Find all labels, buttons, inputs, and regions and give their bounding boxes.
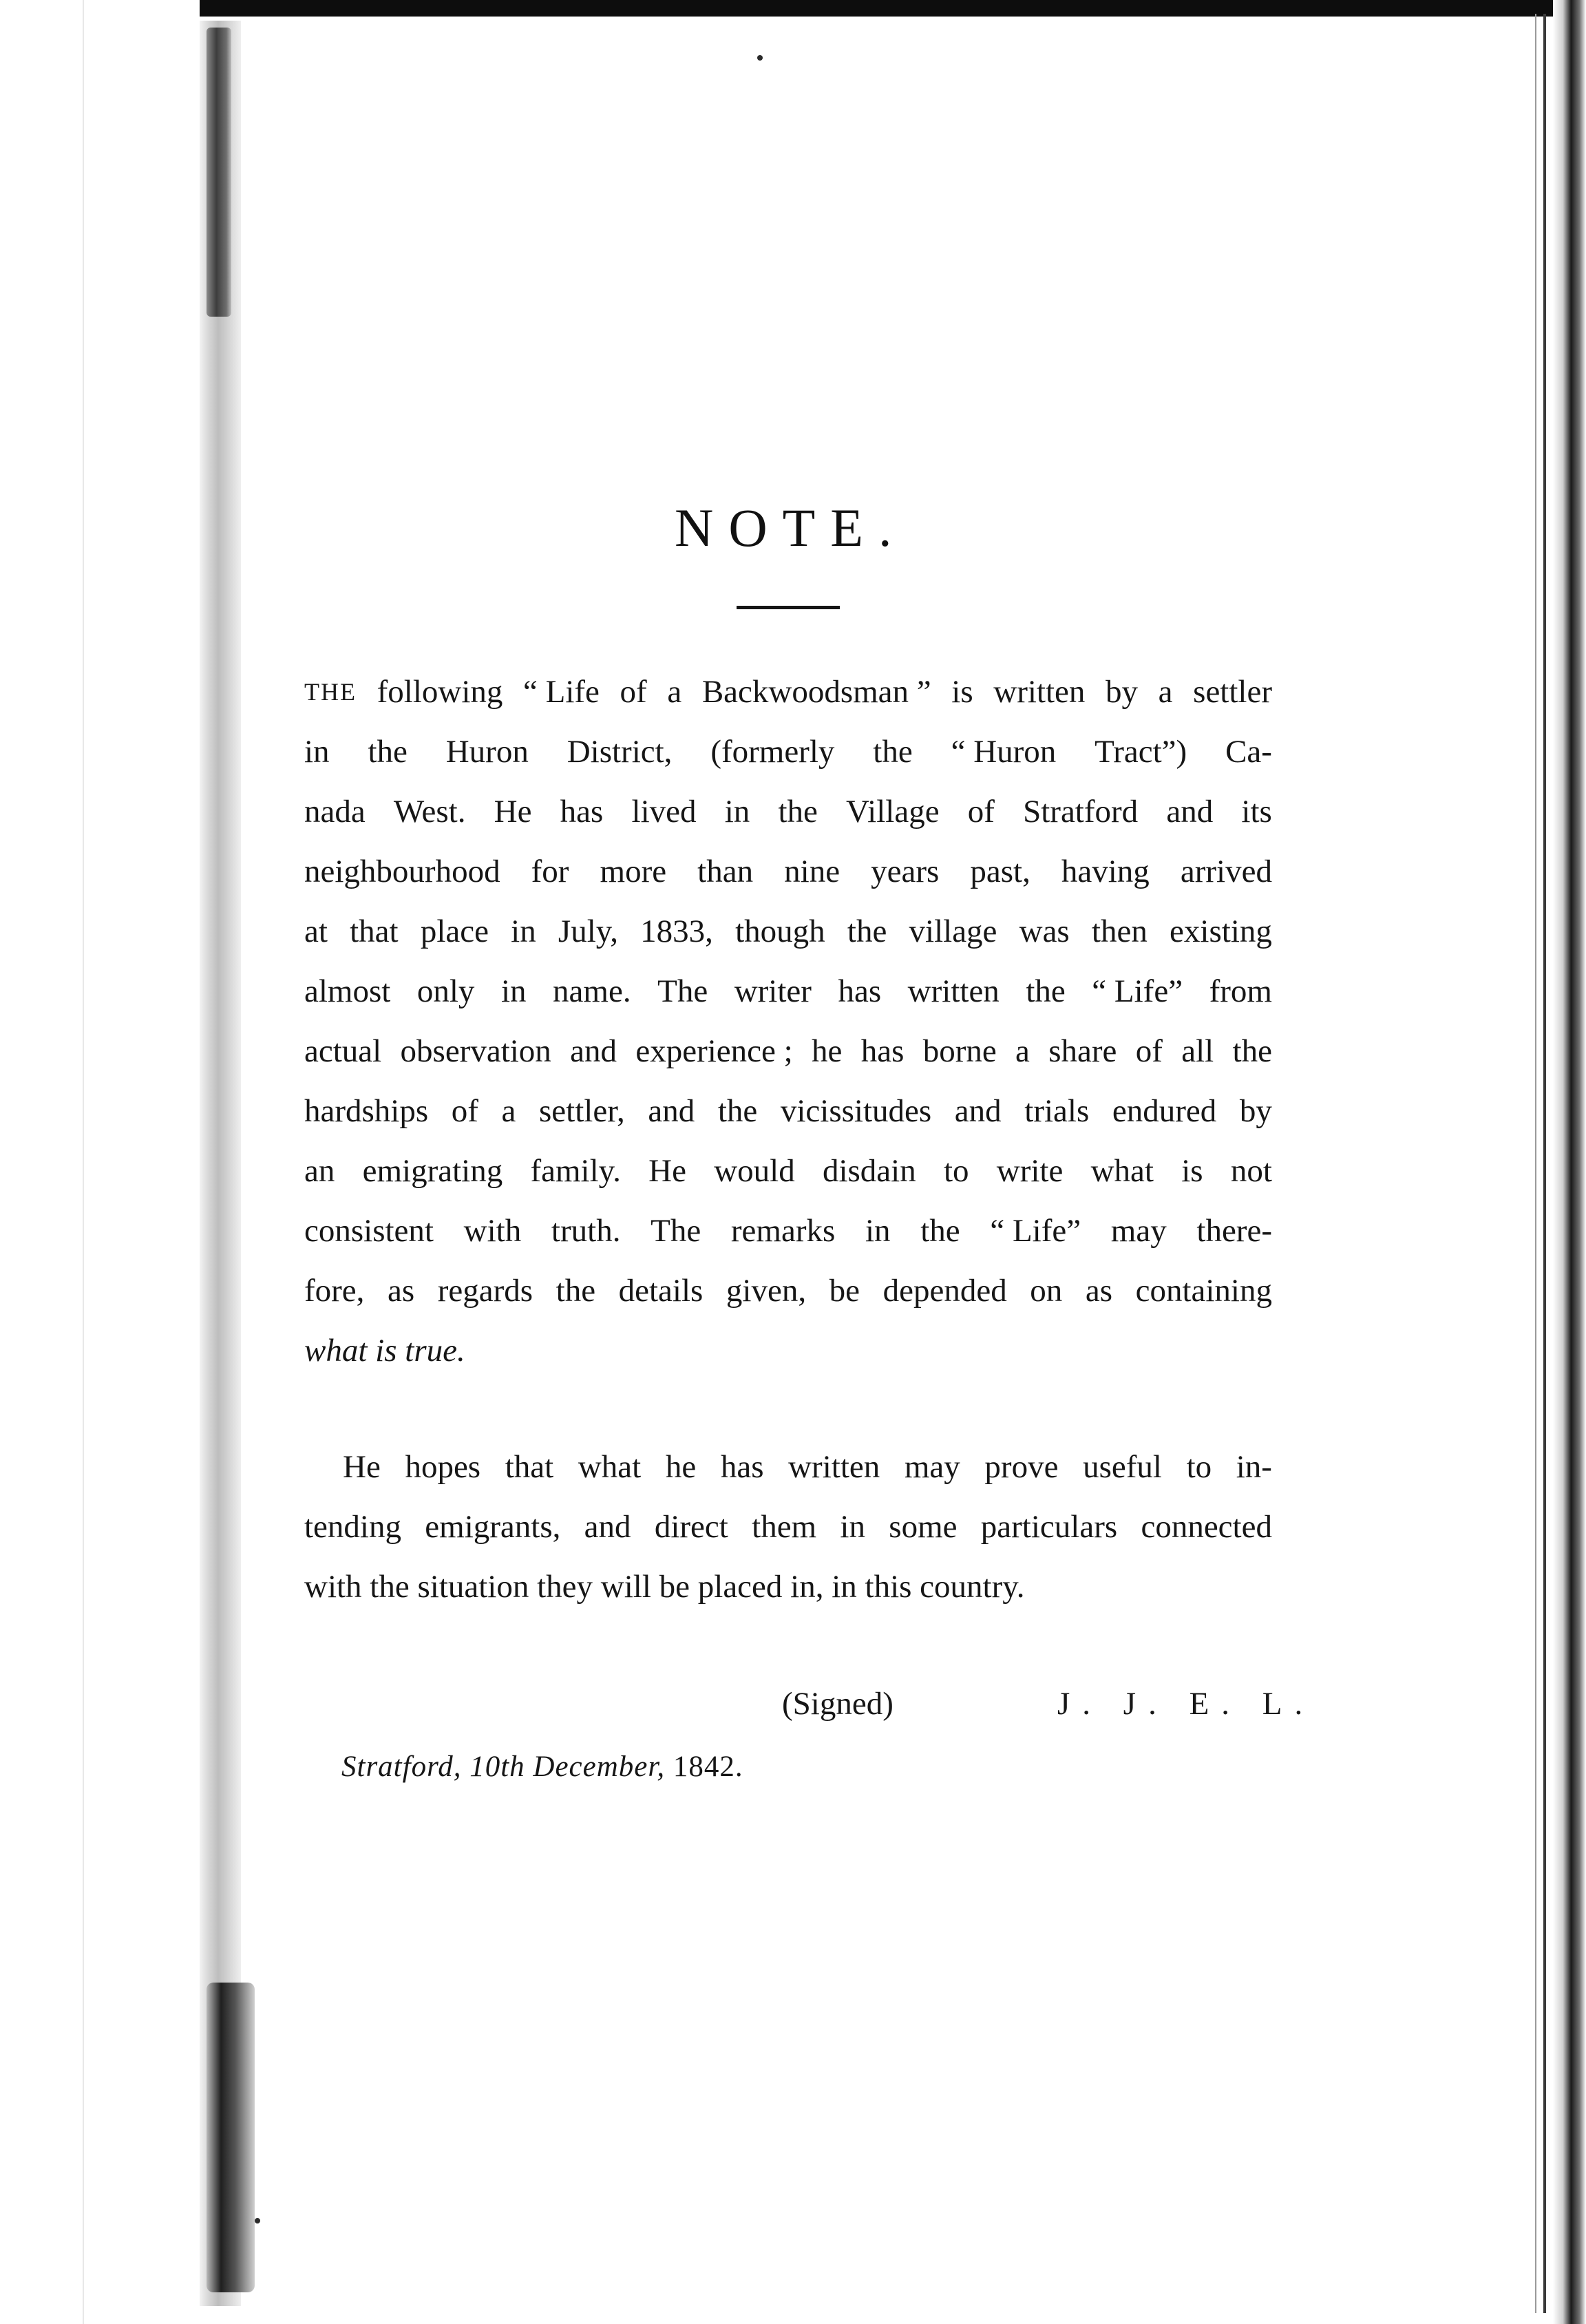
word: The bbox=[651, 1213, 701, 1249]
word: regards bbox=[437, 1273, 533, 1309]
word: share bbox=[1048, 1033, 1117, 1069]
word: in bbox=[840, 1509, 865, 1545]
word: of bbox=[967, 794, 995, 830]
word: written bbox=[788, 1449, 880, 1485]
word: past, bbox=[970, 854, 1030, 889]
word: neighbourhood bbox=[304, 854, 500, 889]
word: them bbox=[752, 1509, 817, 1545]
word: some bbox=[889, 1509, 958, 1545]
place-and-date bbox=[341, 1750, 743, 1784]
word: almost bbox=[304, 973, 391, 1009]
date-month: December, bbox=[533, 1751, 666, 1783]
word: as bbox=[1085, 1273, 1113, 1309]
word: of bbox=[1135, 1033, 1163, 1069]
word: has bbox=[860, 1033, 905, 1069]
word: has bbox=[560, 794, 604, 830]
word: disdain bbox=[822, 1153, 916, 1189]
binding-mark-bottom bbox=[207, 1983, 255, 2292]
word: connected bbox=[1141, 1509, 1272, 1545]
word: the bbox=[556, 1273, 596, 1309]
paragraph-2 bbox=[304, 1437, 1272, 1617]
word: write bbox=[996, 1153, 1064, 1189]
text-line bbox=[304, 722, 1272, 782]
word: years bbox=[871, 854, 940, 889]
word: that bbox=[350, 913, 399, 949]
word: the bbox=[1232, 1033, 1272, 1069]
word: He bbox=[494, 794, 532, 830]
word: at bbox=[304, 913, 328, 949]
word: hardships bbox=[304, 1093, 429, 1129]
word: “ Huron bbox=[951, 734, 1057, 770]
word: He bbox=[343, 1449, 381, 1485]
text-line bbox=[304, 1497, 1272, 1557]
word: Stratford bbox=[1023, 794, 1139, 830]
word: He bbox=[648, 1153, 686, 1189]
word: a bbox=[1158, 674, 1173, 710]
word: and bbox=[954, 1093, 1002, 1129]
word: to bbox=[1186, 1449, 1212, 1485]
word: name. bbox=[553, 973, 631, 1009]
word: “ Life” bbox=[990, 1213, 1081, 1249]
word: by bbox=[1239, 1093, 1272, 1129]
speck bbox=[757, 55, 763, 61]
word: was bbox=[1019, 913, 1070, 949]
text-line bbox=[304, 1437, 1272, 1497]
word: following bbox=[377, 674, 503, 710]
word: Backwoodsman ” bbox=[701, 674, 931, 710]
word: of bbox=[451, 1093, 478, 1129]
word: depended bbox=[882, 1273, 1007, 1309]
word: in- bbox=[1236, 1449, 1272, 1485]
word: writer bbox=[734, 973, 812, 1009]
text-line bbox=[304, 962, 1272, 1022]
word: nine bbox=[784, 854, 840, 889]
word: on bbox=[1030, 1273, 1063, 1309]
word: its bbox=[1241, 794, 1272, 830]
word: that bbox=[505, 1449, 554, 1485]
word: The bbox=[657, 973, 708, 1009]
word: 1833, bbox=[640, 913, 713, 949]
word: is bbox=[1181, 1153, 1203, 1189]
word: emigrants, bbox=[425, 1509, 561, 1545]
word: Tract”) bbox=[1095, 734, 1187, 770]
word: details bbox=[618, 1273, 704, 1309]
word: and bbox=[570, 1033, 617, 1069]
word: and bbox=[648, 1093, 695, 1129]
word: lived bbox=[631, 794, 697, 830]
word: useful bbox=[1083, 1449, 1162, 1485]
text-line bbox=[304, 1261, 1272, 1321]
word: has bbox=[720, 1449, 764, 1485]
text-line-final bbox=[304, 1557, 1272, 1617]
word: place bbox=[420, 913, 489, 949]
binding-shadow bbox=[200, 21, 241, 2306]
word: the bbox=[873, 734, 913, 770]
text-line bbox=[304, 782, 1272, 842]
author-initials: J. J. E. L. bbox=[1057, 1686, 1315, 1722]
left-page-margin bbox=[0, 0, 84, 2324]
binding-mark-top bbox=[207, 28, 231, 317]
word: and bbox=[1166, 794, 1214, 830]
word: he bbox=[812, 1033, 843, 1069]
final-line-text: what is true. bbox=[304, 1333, 465, 1369]
text-line bbox=[304, 1081, 1272, 1141]
word: the bbox=[368, 734, 408, 770]
word: (formerly bbox=[710, 734, 835, 770]
word: borne bbox=[922, 1033, 997, 1069]
word: more bbox=[600, 854, 667, 889]
word: may bbox=[904, 1449, 960, 1485]
word: what bbox=[578, 1449, 642, 1485]
word: remarks bbox=[730, 1213, 836, 1249]
word: what bbox=[1090, 1153, 1154, 1189]
word: given, bbox=[726, 1273, 807, 1309]
word: of bbox=[620, 674, 647, 710]
word: tending bbox=[304, 1509, 401, 1545]
word: containing bbox=[1135, 1273, 1272, 1309]
right-page-edge bbox=[1553, 0, 1586, 2324]
text-line-final bbox=[304, 1321, 1272, 1381]
word: West. bbox=[393, 794, 466, 830]
word: “ Life” bbox=[1092, 973, 1183, 1009]
word: Village bbox=[846, 794, 940, 830]
word: as bbox=[388, 1273, 415, 1309]
word: and bbox=[584, 1509, 631, 1545]
word: trials bbox=[1024, 1093, 1090, 1129]
date-day: 10th bbox=[469, 1751, 525, 1783]
word: July, bbox=[558, 913, 618, 949]
word: direct bbox=[654, 1509, 728, 1545]
word: is bbox=[951, 674, 973, 710]
word: would bbox=[714, 1153, 795, 1189]
word: though bbox=[735, 913, 825, 949]
word: in bbox=[500, 973, 527, 1009]
word: hopes bbox=[405, 1449, 481, 1485]
word: an bbox=[304, 1153, 335, 1189]
word: with bbox=[463, 1213, 522, 1249]
word: than bbox=[697, 854, 754, 889]
word: the bbox=[778, 794, 818, 830]
word: observation bbox=[400, 1033, 551, 1069]
word: by bbox=[1106, 674, 1139, 710]
word: a bbox=[501, 1093, 516, 1129]
text-line bbox=[304, 1022, 1272, 1081]
word: prove bbox=[984, 1449, 1059, 1485]
word: a bbox=[667, 674, 682, 710]
word: to bbox=[943, 1153, 969, 1189]
word: from bbox=[1209, 973, 1272, 1009]
word: existing bbox=[1170, 913, 1272, 949]
text-line bbox=[304, 662, 1272, 722]
signed-label: (Signed) bbox=[782, 1686, 894, 1722]
word: truth. bbox=[551, 1213, 621, 1249]
word: nada bbox=[304, 794, 366, 830]
word: vicissitudes bbox=[780, 1093, 932, 1129]
word: settler, bbox=[539, 1093, 625, 1129]
word: endured bbox=[1112, 1093, 1217, 1129]
date-year: 1842. bbox=[673, 1751, 743, 1783]
word: be bbox=[829, 1273, 860, 1309]
place-name: Stratford, bbox=[341, 1751, 462, 1783]
word: in bbox=[865, 1213, 891, 1249]
word: there- bbox=[1196, 1213, 1272, 1249]
word: the bbox=[847, 913, 887, 949]
page-edge-line-inner bbox=[1535, 14, 1536, 2313]
word: a bbox=[1015, 1033, 1030, 1069]
word: the bbox=[1026, 973, 1066, 1009]
word: in bbox=[511, 913, 536, 949]
speck bbox=[255, 2218, 260, 2223]
word: “ Life bbox=[523, 674, 600, 710]
text-line bbox=[304, 902, 1272, 962]
word: he bbox=[665, 1449, 697, 1485]
word: settler bbox=[1193, 674, 1272, 710]
word: District, bbox=[567, 734, 673, 770]
word: all bbox=[1181, 1033, 1214, 1069]
word: experience ; bbox=[635, 1033, 793, 1069]
title-rule bbox=[737, 606, 840, 609]
word: written bbox=[993, 674, 1086, 710]
word: not bbox=[1230, 1153, 1272, 1189]
word: the bbox=[920, 1213, 960, 1249]
word: written bbox=[907, 973, 1000, 1009]
word: then bbox=[1091, 913, 1148, 949]
word: has bbox=[838, 973, 882, 1009]
word: arrived bbox=[1180, 854, 1272, 889]
scan-top-edge bbox=[200, 0, 1586, 17]
word: fore, bbox=[304, 1273, 365, 1309]
word: Ca- bbox=[1225, 734, 1272, 770]
word: only bbox=[416, 973, 475, 1009]
word: the bbox=[717, 1093, 758, 1129]
word: family. bbox=[530, 1153, 621, 1189]
word: Huron bbox=[445, 734, 529, 770]
word: particulars bbox=[980, 1509, 1118, 1545]
final-line-text: with the situation they will be placed in, in this country. bbox=[304, 1569, 1025, 1605]
word: may bbox=[1110, 1213, 1167, 1249]
page-edge-line bbox=[1543, 14, 1546, 2313]
paragraph-1 bbox=[304, 662, 1272, 1381]
page-title: NOTE. bbox=[675, 498, 907, 558]
text-line bbox=[304, 1141, 1272, 1201]
word: in bbox=[724, 794, 750, 830]
word: THE bbox=[304, 678, 357, 706]
word: actual bbox=[304, 1033, 382, 1069]
word: in bbox=[304, 734, 330, 770]
word: consistent bbox=[304, 1213, 434, 1249]
word: emigrating bbox=[362, 1153, 503, 1189]
text-line bbox=[304, 1201, 1272, 1261]
word: village bbox=[909, 913, 997, 949]
text-line bbox=[304, 842, 1272, 902]
word: having bbox=[1061, 854, 1150, 889]
word: for bbox=[531, 854, 569, 889]
